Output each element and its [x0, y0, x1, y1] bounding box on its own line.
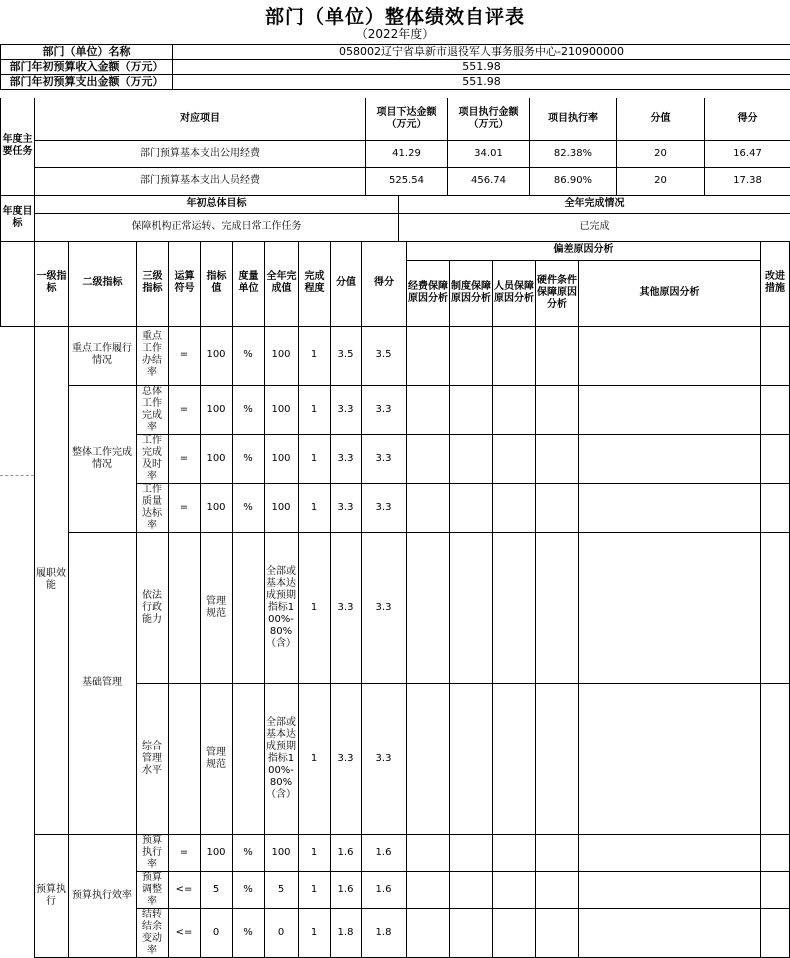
header-table	[0, 44, 790, 90]
indicators-table	[0, 241, 790, 327]
goals-table	[0, 195, 790, 242]
score: 3.3	[330, 385, 361, 434]
task-score: 20	[617, 140, 705, 167]
unit	[232, 532, 264, 683]
target: 100	[200, 834, 232, 871]
target: 100	[200, 326, 232, 385]
completion-value: 已完成	[399, 213, 790, 241]
unit: %	[232, 385, 264, 434]
got: 3.3	[361, 683, 406, 834]
head-d2: 制度保障原因分析	[450, 260, 493, 326]
l3-name: 依法行政能力	[136, 532, 168, 683]
expense-value: 551.98	[173, 75, 790, 90]
got: 3.3	[361, 532, 406, 683]
head-score: 分值	[331, 241, 362, 326]
degree: 1	[298, 326, 330, 385]
actual: 全部或基本达成预期指标100%-80%（含）	[264, 683, 298, 834]
unit: %	[232, 871, 264, 908]
l2-group: 重点工作履行情况	[68, 326, 136, 385]
score: 1.6	[330, 871, 361, 908]
task-name: 部门预算基本支出公用经费	[35, 140, 366, 167]
goals-side-label: 年度目标	[1, 195, 35, 241]
head-deviation: 偏差原因分析	[407, 241, 761, 260]
target: 5	[200, 871, 232, 908]
l1-group: 履职效能	[34, 326, 68, 834]
task-score: 20	[617, 167, 705, 195]
op: =	[168, 483, 200, 532]
actual: 全部或基本达成预期指标100%-80%（含）	[264, 532, 298, 683]
table-row	[0, 834, 790, 871]
degree: 1	[298, 871, 330, 908]
overall-goal-value: 保障机构正常运转、完成日常工作任务	[35, 213, 399, 241]
got: 1.6	[361, 871, 406, 908]
unit: %	[232, 326, 264, 385]
head-degree: 完成程度	[299, 241, 331, 326]
score: 1.6	[330, 834, 361, 871]
score: 3.3	[330, 532, 361, 683]
l3-name: 预算执行率	[136, 834, 168, 871]
degree: 1	[298, 385, 330, 434]
dept-label: 部门（单位）名称	[1, 45, 173, 60]
degree: 1	[298, 483, 330, 532]
target: 管理规范	[200, 683, 232, 834]
expense-label: 部门年初预算支出金额（万元）	[1, 75, 173, 90]
head-d4: 硬件条件保障原因分析	[536, 260, 579, 326]
l3-name: 结转结余变动率	[136, 908, 168, 957]
op	[168, 532, 200, 683]
actual: 100	[264, 385, 298, 434]
l2-group: 基础管理	[68, 532, 136, 834]
degree: 1	[298, 683, 330, 834]
table-row	[1, 167, 790, 195]
col-score: 分值	[617, 98, 705, 140]
unit: %	[232, 834, 264, 871]
head-d1: 经费保障原因分析	[407, 260, 450, 326]
task-executed: 34.01	[448, 140, 530, 167]
got: 3.3	[361, 483, 406, 532]
head-got: 得分	[362, 241, 407, 326]
head-l1: 一级指标	[35, 241, 69, 326]
task-name: 部门预算基本支出人员经费	[35, 167, 366, 195]
table-row	[0, 326, 790, 385]
got: 3.3	[361, 434, 406, 483]
table-row	[0, 385, 790, 434]
degree: 1	[298, 532, 330, 683]
head-l3: 三级指标	[137, 241, 169, 326]
col-rate: 项目执行率	[530, 98, 617, 140]
score: 3.5	[330, 326, 361, 385]
target: 管理规范	[200, 532, 232, 683]
actual: 0	[264, 908, 298, 957]
head-l2: 二级指标	[69, 241, 137, 326]
income-label: 部门年初预算收入金额（万元）	[1, 60, 173, 75]
head-target: 指标值	[201, 241, 233, 326]
task-executed: 456.74	[448, 167, 530, 195]
actual: 5	[264, 871, 298, 908]
table-row	[1, 140, 790, 167]
row-separator	[0, 475, 34, 476]
task-got: 16.47	[705, 140, 790, 167]
l3-name: 综合管理水平	[136, 683, 168, 834]
tasks-side-label: 年度主要任务	[1, 98, 35, 195]
task-issued: 41.29	[366, 140, 448, 167]
head-actual: 全年完成值	[265, 241, 299, 326]
income-value: 551.98	[173, 60, 790, 75]
l3-name: 工作质量达标率	[136, 483, 168, 532]
unit: %	[232, 483, 264, 532]
actual: 100	[264, 434, 298, 483]
score: 3.3	[330, 483, 361, 532]
op	[168, 683, 200, 834]
indicators-body	[0, 326, 790, 958]
target: 100	[200, 483, 232, 532]
l2-group: 整体工作完成情况	[68, 385, 136, 532]
head-d5: 其他原因分析	[579, 260, 761, 326]
task-rate: 82.38%	[530, 140, 617, 167]
unit	[232, 683, 264, 834]
head-op: 运算符号	[169, 241, 201, 326]
score: 3.3	[330, 683, 361, 834]
l2-group: 预算执行效率	[68, 834, 136, 957]
l3-name: 工作完成及时率	[136, 434, 168, 483]
table-row	[0, 532, 790, 683]
score: 1.8	[330, 908, 361, 957]
actual: 100	[264, 483, 298, 532]
op: <=	[168, 908, 200, 957]
task-issued: 525.54	[366, 167, 448, 195]
l1-group: 预算执行	[34, 834, 68, 957]
got: 3.5	[361, 326, 406, 385]
got: 3.3	[361, 385, 406, 434]
col-project: 对应项目	[35, 98, 366, 140]
actual: 100	[264, 834, 298, 871]
op: <=	[168, 871, 200, 908]
unit: %	[232, 434, 264, 483]
got: 1.8	[361, 908, 406, 957]
task-rate: 86.90%	[530, 167, 617, 195]
target: 0	[200, 908, 232, 957]
col-issued: 项目下达金额（万元）	[366, 98, 448, 140]
head-unit: 度量单位	[233, 241, 265, 326]
op: =	[168, 385, 200, 434]
l3-name: 预算调整率	[136, 871, 168, 908]
head-improve: 改进措施	[761, 241, 790, 326]
head-d3: 人员保障原因分析	[493, 260, 536, 326]
tasks-table	[0, 98, 790, 196]
actual: 100	[264, 326, 298, 385]
target: 100	[200, 385, 232, 434]
dept-value: 058002辽宁省阜新市退役军人事务服务中心-210900000	[173, 45, 790, 60]
op: =	[168, 326, 200, 385]
op: =	[168, 434, 200, 483]
col-got: 得分	[705, 98, 790, 140]
l3-name: 重点工作办结率	[136, 326, 168, 385]
degree: 1	[298, 434, 330, 483]
degree: 1	[298, 834, 330, 871]
task-got: 17.38	[705, 167, 790, 195]
l3-name: 总体工作完成率	[136, 385, 168, 434]
got: 1.6	[361, 834, 406, 871]
overall-goal-head: 年初总体目标	[35, 195, 399, 213]
target: 100	[200, 434, 232, 483]
page-title: 部门（单位）整体绩效自评表	[0, 2, 790, 29]
score: 3.3	[330, 434, 361, 483]
completion-head: 全年完成情况	[399, 195, 790, 213]
unit: %	[232, 908, 264, 957]
op: =	[168, 834, 200, 871]
col-executed: 项目执行金额（万元）	[448, 98, 530, 140]
year-subtitle: （2022年度）	[0, 25, 790, 42]
degree: 1	[298, 908, 330, 957]
